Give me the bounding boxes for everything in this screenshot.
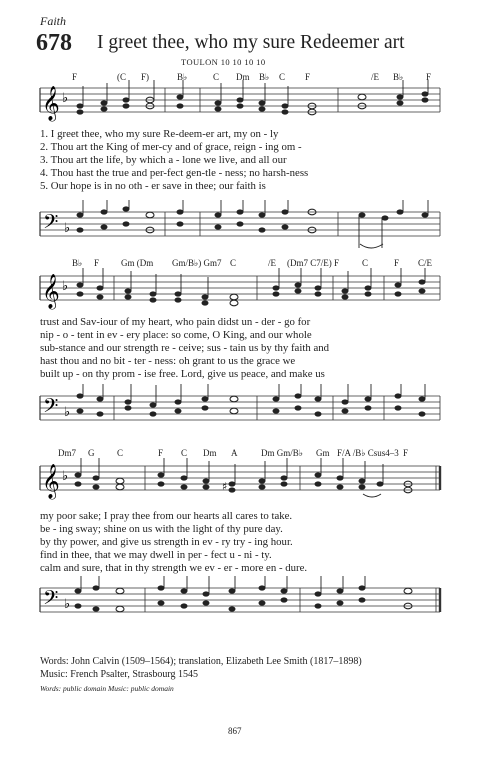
- chord-symbol: C: [117, 448, 124, 458]
- chord-symbol: /E: [268, 258, 276, 268]
- bass-staff-1: [0, 200, 480, 252]
- lyric-verse-3: by thy power, and give us strength in ev - ry try - ing hour.: [40, 536, 293, 548]
- chord-symbol: F: [403, 448, 409, 458]
- music-credit: Music: French Psalter, Strasbourg 1545: [40, 669, 199, 680]
- chord-symbol: (C: [117, 72, 126, 82]
- chord-symbol: F: [305, 72, 311, 82]
- chord-symbol: Gm (Dm: [121, 258, 154, 268]
- lyric-verse-4: 4. Thou hast the true and per-fect gen-tle - ness; no harsh-ness: [40, 167, 309, 179]
- svg-text:♯: ♯: [222, 480, 228, 493]
- chord-symbol: (Dm7 C7/E) F: [287, 258, 340, 268]
- lyric-verse-2: be - ing sway; shine on us with the light of thy pure day.: [40, 523, 283, 535]
- lyric-verse-1: 1. I greet thee, who my sure Re-deem-er art, my on - ly: [40, 128, 279, 140]
- svg-text:♭: ♭: [62, 91, 69, 106]
- hymn-title: I greet thee, who my sure Redeemer art: [97, 32, 405, 53]
- bass-clef-icon: 𝄢: [43, 394, 59, 422]
- words-credit: Words: John Calvin (1509–1564); translation, Elizabeth Lee Smith (1817–1898): [40, 656, 362, 667]
- chord-symbol: C: [181, 448, 188, 458]
- lyric-verse-2: 2. Thou art the King of mer-cy and of grace, reign - ing om -: [40, 141, 302, 153]
- bass-clef-icon: 𝄢: [43, 586, 59, 614]
- chord-symbol: F: [72, 72, 78, 82]
- bass-staff-2: [0, 384, 480, 434]
- lyric-verse-4: hast thou and no bit - ter - ness: oh grant to us the grace we: [40, 355, 296, 367]
- chord-symbol: C: [213, 72, 220, 82]
- lyric-verse-3: sub-stance and our strength re - ceive; sus - tain us by thy faith and: [40, 342, 330, 354]
- svg-text:♭: ♭: [64, 597, 71, 612]
- svg-text:♭: ♭: [64, 405, 71, 420]
- lyric-verse-5: calm and sure, that in thy strength we ev - er - more en - dure.: [40, 562, 308, 574]
- treble-clef-icon: 𝄞: [42, 274, 60, 309]
- chord-symbol: Gm/B♭) Gm7: [172, 258, 222, 268]
- treble-clef-icon: 𝄞: [42, 464, 60, 499]
- chord-symbol: B♭: [393, 72, 404, 82]
- chord-symbol: F/A /B♭ Csus4–3: [337, 448, 399, 458]
- lyric-verse-3: 3. Thou art the life, by which a - lone we live, and all our: [40, 154, 287, 166]
- chord-symbol: F: [394, 258, 400, 268]
- chord-symbol: F): [141, 72, 150, 82]
- chord-symbol: Dm: [236, 72, 250, 82]
- lyric-verse-5: built up - on thy prom - ise free. Lord, give us peace, and make us: [40, 368, 325, 380]
- bass-clef-icon: 𝄢: [43, 210, 59, 238]
- chord-symbol: A: [231, 448, 238, 458]
- chord-symbol: Dm7: [58, 448, 76, 458]
- lyric-verse-2: nip - o - tent in ev - ery place: so come, O King, and our whole: [40, 329, 312, 341]
- treble-staff-3: [0, 458, 480, 514]
- treble-clef-icon: 𝄞: [42, 86, 60, 121]
- lyric-verse-1: trust and Sav-iour of my heart, who pain didst un - der - go for: [40, 316, 311, 328]
- page-number: 867: [228, 726, 242, 736]
- chord-symbol: Gm: [316, 448, 330, 458]
- chord-symbol: B♭: [72, 258, 83, 268]
- svg-text:♭: ♭: [62, 279, 69, 294]
- lyric-verse-5: 5. Our hope is in no oth - er save in thee; our faith is: [40, 180, 266, 192]
- chord-symbol: F: [158, 448, 164, 458]
- chord-symbol: C: [230, 258, 237, 268]
- copyright-note: Words: public domain Music: public domain: [40, 684, 174, 693]
- section-label: Faith: [40, 14, 66, 28]
- chord-symbol: /E: [371, 72, 379, 82]
- chord-symbol: Dm: [203, 448, 217, 458]
- svg-text:♭: ♭: [62, 469, 69, 484]
- chord-symbol: G: [88, 448, 95, 458]
- chord-symbol: F: [426, 72, 432, 82]
- hymn-number: 678: [36, 30, 72, 56]
- lyric-verse-1: my poor sake; I pray thee from our hearts all cares to take.: [40, 510, 293, 522]
- lyric-verse-4: find in thee, that we may dwell in per - fect u - ni - ty.: [40, 549, 272, 561]
- chord-symbol: B♭: [177, 72, 188, 82]
- chord-symbol: C: [279, 72, 286, 82]
- chord-symbol: Dm Gm/B♭: [261, 448, 303, 458]
- bass-staff-3: [0, 576, 480, 626]
- chord-symbol: C/E: [418, 258, 433, 268]
- tune-name: TOULON 10 10 10 10: [181, 57, 266, 67]
- svg-text:♭: ♭: [64, 221, 71, 236]
- chord-symbol: F: [94, 258, 100, 268]
- chord-symbol: C: [362, 258, 369, 268]
- chord-symbol: B♭: [259, 72, 270, 82]
